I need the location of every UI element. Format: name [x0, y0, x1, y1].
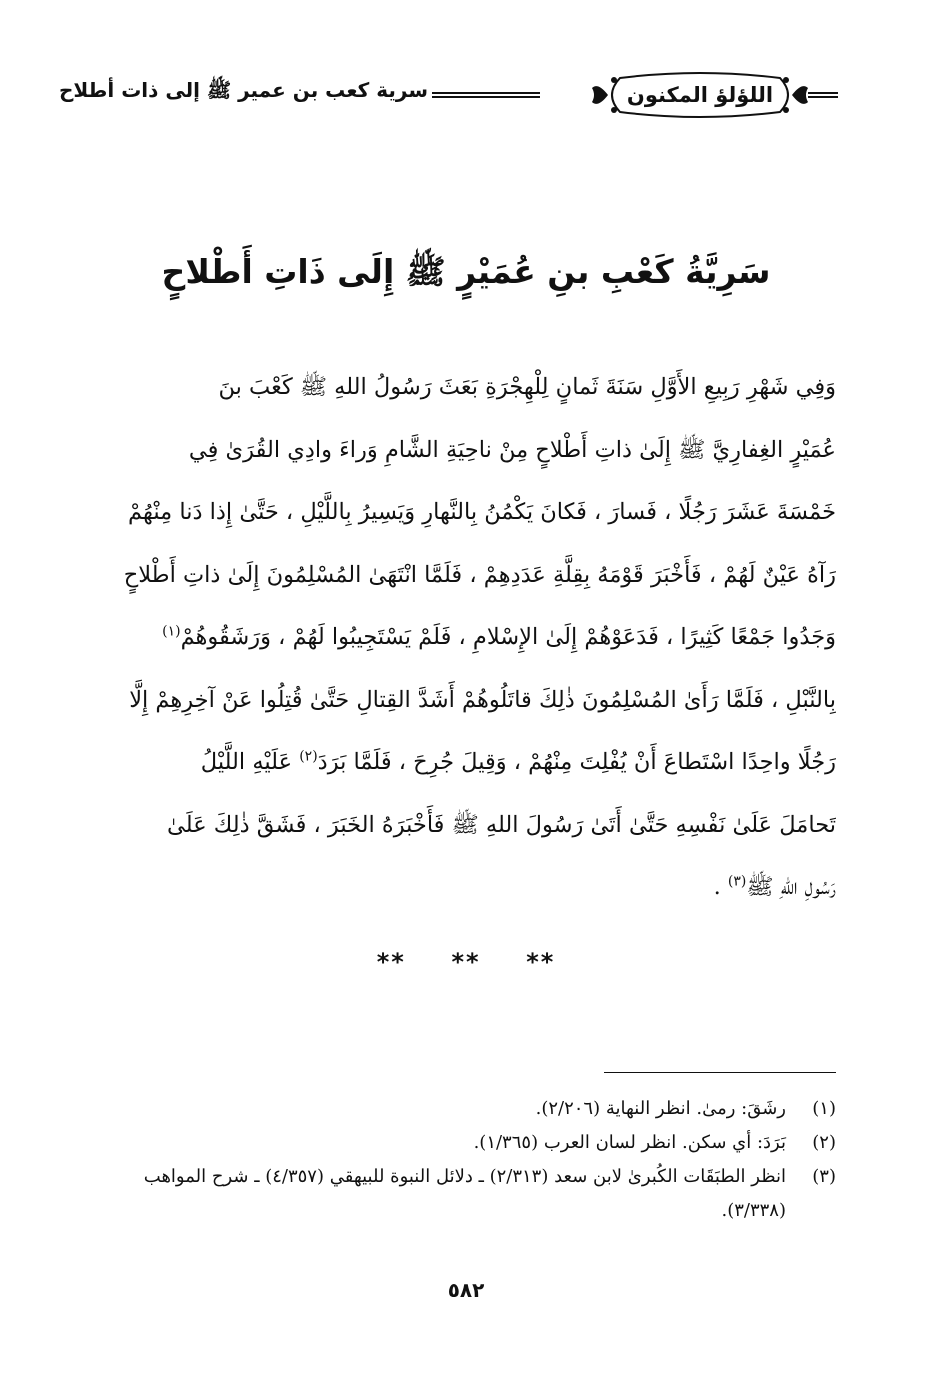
header-rule-right [808, 92, 838, 98]
page-number: ٥٨٢ [447, 1278, 485, 1302]
section-heading: سَرِيَّةُ كَعْبِ بنِ عُمَيْرٍ ﷺ إِلَى ذَاتِ أَطْلاحٍ [161, 252, 771, 291]
footnote-number: (٢) [812, 1132, 836, 1153]
body-line: وَفِي شَهْرِ رَبِيعِ الأَوَّلِ سَنَةَ ثَمانٍ لِلْهِجْرَةِ بَعَثَ رَسُولُ اللهِ ﷺ كَعْبَ بنَ [218, 374, 836, 400]
body-line-text: رَجُلًا واحِدًا اسْتَطاعَ أَنْ يُفْلِتَ مِنْهُمْ ، وَقِيلَ جُرِحَ ، فَلَمَّا بَرَدَ [317, 749, 836, 775]
body-line-text: رَسُولِ اللهِ ﷺ [746, 874, 836, 900]
body-text [96, 356, 836, 919]
separator-mark: ** [451, 948, 481, 976]
footnote-item [90, 1160, 836, 1228]
footnote-ref-2[interactable]: (٢) [299, 748, 318, 765]
body-line: خَمْسَةَ عَشَرَ رَجُلًا ، فَسارَ ، فَكانَ يَكْمُنُ بِالنَّهارِ وَيَسِيرُ بِاللَّيْلِ ، حَتَّىٰ إِذا دَنا مِنْهُمْ [128, 499, 836, 525]
footnote-divider [604, 1072, 836, 1073]
section-separator [0, 948, 932, 976]
footnotes [90, 1092, 836, 1228]
body-line [96, 856, 836, 919]
body-line: عُمَيْرٍ الغِفارِيَّ ﷺ إِلَىٰ ذاتِ أَطْلاحٍ مِنْ ناحِيَةِ الشَّامِ وَراءَ وادِي القُرَىٰ فِي [188, 436, 836, 463]
separator-mark: ** [376, 948, 406, 976]
footnote-text: انظر الطبَقَات الكُبرىٰ لابن سعد (٢/٣١٣) ـ دلائل النبوة للبيهقي (٤/٣٥٧) ـ شرح المواهب (٣/٣٣٨). [143, 1166, 786, 1221]
book-title: اللؤلؤ المكنون [626, 83, 774, 107]
footnote-text: بَرَدَ: أي سكن. انظر لسان العرب (١/٣٦٥). [473, 1132, 786, 1153]
footnote-item [90, 1126, 836, 1160]
separator-mark: ** [526, 948, 556, 976]
body-line: تَحامَلَ عَلَىٰ نَفْسِهِ حَتَّىٰ أَتَىٰ رَسُولَ اللهِ ﷺ فَأَخْبَرَهُ الخَبَرَ ، فَشَقَّ ذٰلِكَ عَلَىٰ [167, 811, 836, 838]
footnote-ref-1[interactable]: (١) [162, 623, 181, 640]
footnote-item [90, 1092, 836, 1126]
body-line: بِالنَّبْلِ ، فَلَمَّا رَأَىٰ المُسْلِمُونَ ذٰلِكَ قاتَلُوهُمْ أَشَدَّ القِتالِ حَتَّىٰ قُتِلُوا عَنْ آخِرِهِمْ إِلَّا [129, 686, 836, 713]
chapter-title: سرية كعب بن عمير ﷺ إلى ذات أطلاح [58, 78, 428, 102]
book-title-ornament [590, 70, 810, 120]
running-header [58, 64, 838, 126]
footnote-ref-3[interactable]: (٣) [727, 873, 747, 890]
footnote-number: (٣) [812, 1166, 836, 1187]
body-line-tail: . [713, 874, 728, 900]
body-line-text: وَجَدُوا جَمْعًا كَثِيرًا ، فَدَعَوْهُمْ إِلَىٰ الإِسْلامِ ، فَلَمْ يَسْتَجِيبُوا لَهُمْ ، وَرَشَقُوهُمْ [180, 624, 836, 650]
body-line [96, 606, 836, 669]
header-rule-left [432, 92, 540, 98]
body-line-tail: عَلَيْهِ اللَّيْلُ [200, 749, 293, 775]
footnote-number: (١) [812, 1098, 836, 1119]
body-line [96, 731, 836, 794]
footnote-text: رشَقَ: رمىٰ. انظر النهاية (٢/٢٠٦). [535, 1098, 786, 1119]
body-line: رَآهُ عَيْنٌ لَهُمْ ، فَأَخْبَرَ قَوْمَهُ بِقِلَّةِ عَدَدِهِمْ ، فَلَمَّا انْتَهَىٰ المُسْلِمُونَ إِلَىٰ ذاتِ أَطْلاحٍ [123, 561, 836, 588]
